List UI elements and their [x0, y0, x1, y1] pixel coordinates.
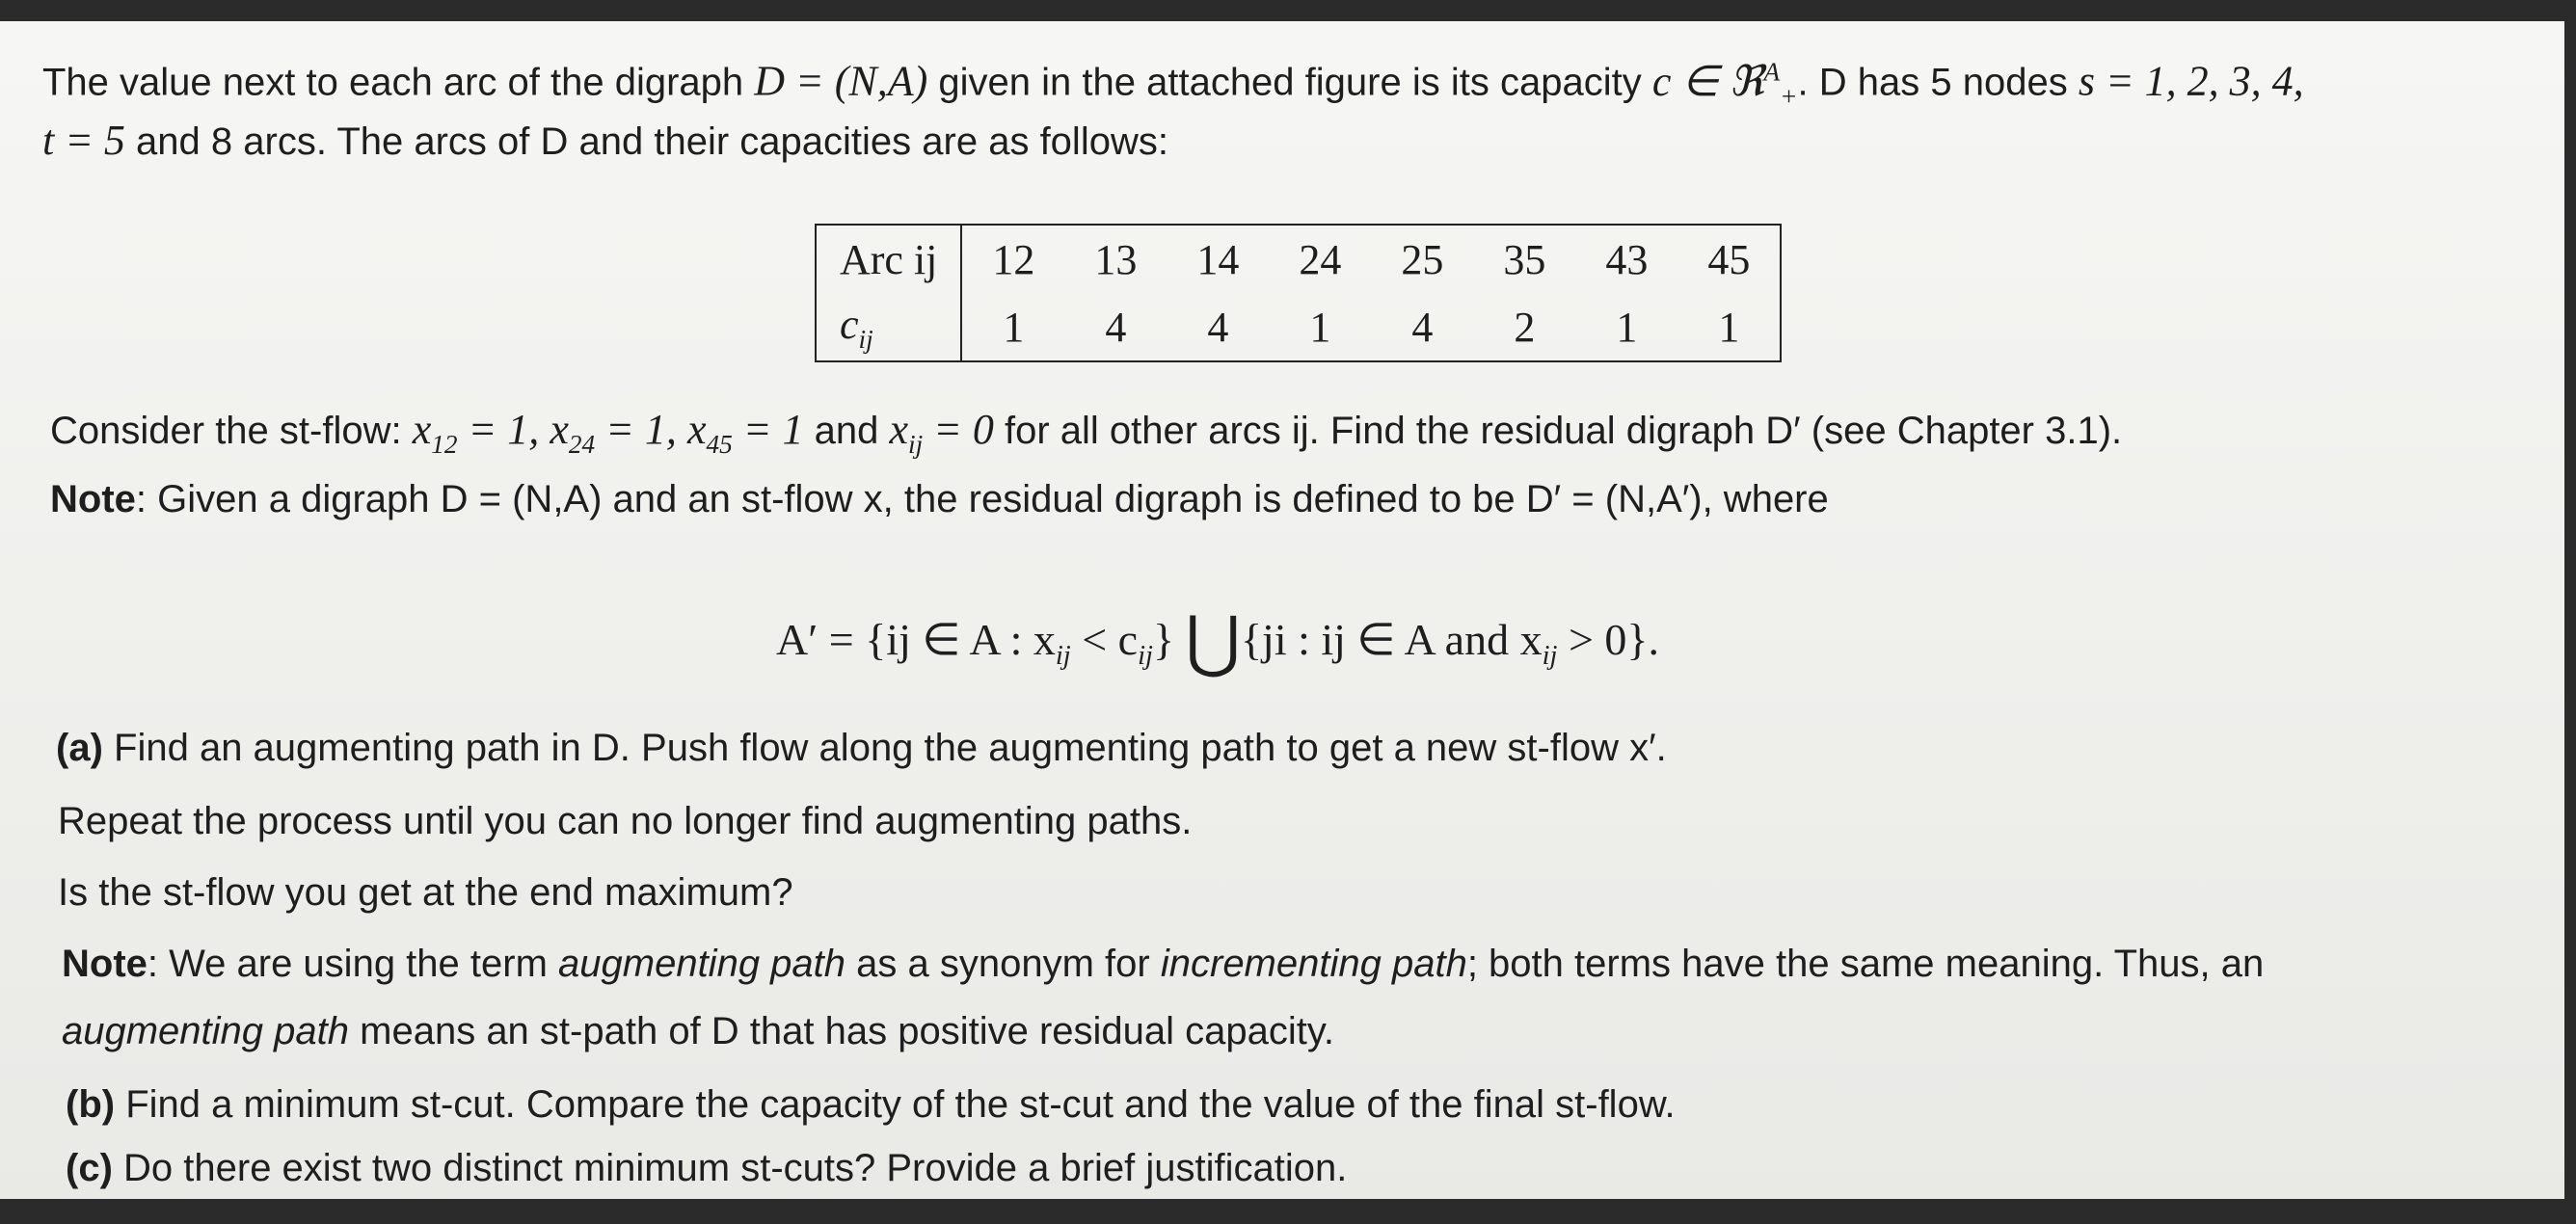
- arc-cell: 13: [1094, 235, 1138, 283]
- sink-eq: t = 5: [42, 117, 125, 164]
- part-a-note: Note: We are using the term augmenting path as a synonym for incrementing path; both terms have the same meaning. Thus, an: [62, 943, 2265, 985]
- arc-header: Arc ij: [816, 225, 961, 293]
- digraph-eq: D = (N,A): [754, 57, 928, 105]
- arc-cell: 25: [1401, 235, 1444, 283]
- problem-page: [0, 21, 2564, 1199]
- arc-cell: 12: [992, 235, 1035, 283]
- intro-tail: . D has 5 nodes: [1797, 61, 2068, 104]
- arc-row: [816, 225, 1781, 293]
- intro-mid: given in the attached figure is its capacity: [938, 61, 1642, 104]
- arc-capacity-table: [815, 224, 1782, 362]
- capacity-cell: 4: [1411, 303, 1434, 351]
- part-a-text: Find an augmenting path in D. Push flow along the augmenting path to get a new st-flow x′.: [114, 727, 1667, 769]
- capacity-cell: 2: [1514, 303, 1536, 351]
- part-c-label: (c): [66, 1147, 113, 1189]
- part-a-line: [56, 725, 1667, 771]
- capacity-cell: 1: [1616, 303, 1638, 351]
- part-a-note-label: Note: [62, 943, 148, 985]
- part-a-question: Is the st-flow you get at the end maximum?: [58, 871, 793, 914]
- flow-xij: $x_{ij} = 0$: [889, 406, 994, 459]
- arc-cell: 14: [1196, 235, 1240, 283]
- note-label: Note: [50, 478, 136, 520]
- capacity-cell: 1: [1718, 303, 1740, 351]
- capacity-cell: 1: [1309, 303, 1331, 351]
- part-c-line: [66, 1145, 1347, 1191]
- arc-cell: 43: [1605, 235, 1649, 283]
- intro-line-1: [42, 48, 2304, 119]
- part-a-repeat: Repeat the process until you can no longer find augmenting paths.: [58, 800, 1193, 842]
- capacity-symbol: c ∈ ℜ$^A_+$: [1651, 57, 1798, 111]
- flow-line: [50, 407, 2122, 467]
- note-text: : Given a digraph D = (N,A) and an st-flow x, the residual digraph is defined to be D′ = (N,A′), where: [135, 478, 1829, 520]
- node-list: s = 1, 2, 3, 4,: [2078, 57, 2304, 105]
- flow-x45: $x_{45} = 1$: [686, 406, 804, 459]
- intro-line-2: [42, 118, 1168, 165]
- intro-text: The value next to each arc of the digraph: [42, 61, 744, 104]
- part-c-text: Do there exist two distinct minimum st-cuts? Provide a brief justification.: [123, 1147, 1348, 1189]
- part-a-note-cont: augmenting path means an st-path of D that has positive residual capacity.: [62, 1010, 1335, 1052]
- part-b-line: [66, 1081, 1676, 1128]
- arc-cell: 45: [1707, 235, 1751, 283]
- flow-intro: Consider the st-flow:: [50, 410, 402, 452]
- flow-tail: for all other arcs ij. Find the residual digraph D′ (see Chapter 3.1).: [1004, 410, 2123, 452]
- capacity-cell: 4: [1207, 303, 1229, 351]
- part-a-label: (a): [56, 727, 103, 769]
- capacity-header: $c_{ij}$: [816, 293, 961, 361]
- part-b-label: (b): [66, 1083, 116, 1126]
- residual-formula: A′ = {ij ∈ A : $x_{ij} < c_{ij}$} ⋃{ji : ij ∈ A and $x_{ij} > 0$}.: [776, 605, 1659, 679]
- arc-cell: 24: [1299, 235, 1342, 283]
- union-symbol: ⋃: [1185, 605, 1241, 679]
- part-b-text: Find a minimum st-cut. Compare the capacity of the st-cut and the value of the final st-flow.: [125, 1083, 1676, 1126]
- flow-x24: $x_{24} = 1$,: [550, 406, 677, 459]
- flow-and: and: [814, 410, 879, 452]
- flow-x12: $x_{12} = 1$,: [412, 406, 540, 459]
- capacity-cell: 1: [1003, 303, 1025, 351]
- capacity-row: [816, 293, 1781, 361]
- capacity-cell: 4: [1105, 303, 1127, 351]
- intro-line2-text: and 8 arcs. The arcs of D and their capacities are as follows:: [136, 120, 1168, 163]
- residual-note: [50, 476, 1829, 522]
- arc-cell: 35: [1503, 235, 1546, 283]
